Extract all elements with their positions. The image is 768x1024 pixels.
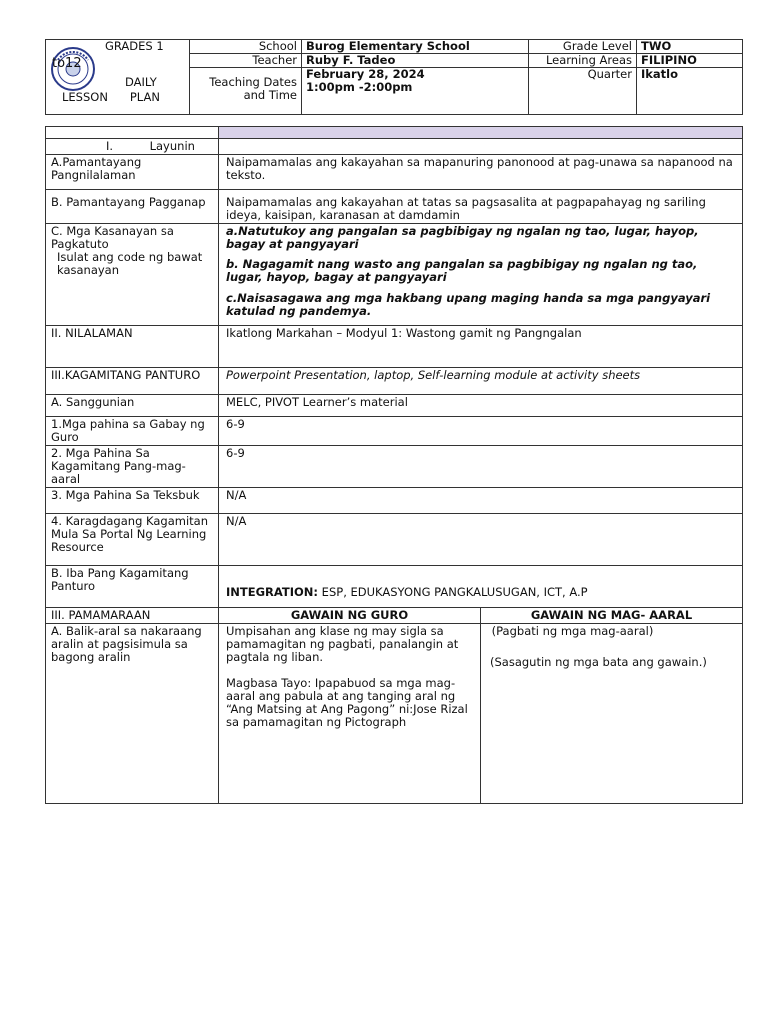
kagamitang-label: III.KAGAMITANG PANTURO <box>46 368 219 395</box>
date-value: February 28, 2024 <box>306 67 425 81</box>
dates-value-cell <box>302 68 529 115</box>
guro-text-2: Magbasa Tayo: Ipapabuod sa mga mag-aaral ang pabula at ang tanging aral ng “Ang Matsing at Ang Pagong” ni:Jose Rizal sa pamamagitan ng Pictograph <box>226 676 468 729</box>
pamamaraan-label: III. PAMAMARAAN <box>46 608 219 624</box>
gabay-label: 1.Mga pahina sa Gabay ng Guro <box>46 417 219 446</box>
layunin-value <box>219 139 743 155</box>
pang-mag-aaral-label: 2. Mga Pahina Sa Kagamitang Pang-mag-aaral <box>46 446 219 488</box>
teacher-label: Teacher <box>190 54 302 68</box>
pamantayang-pangnilalaman-label: A.Pamantayang Pangnilalaman <box>46 155 219 190</box>
lesson-plan-label: LESSON PLAN <box>62 90 160 104</box>
kasanayan-sub: Isulat ang code ng bawat kasanayan <box>57 250 203 277</box>
grades-label: GRADES 1 <box>105 39 164 53</box>
kasanayan-a: a.Natutukoy ang pangalan sa pagbibigay ng ngalan ng tao, lugar, hayop, bagay at pangyayari <box>226 224 699 251</box>
grade-level-label: Grade Level <box>529 40 637 54</box>
dates-label: Teaching Dates and Time <box>190 68 302 115</box>
blank-cell <box>46 127 219 139</box>
gabay-value: 6-9 <box>219 417 743 446</box>
logo-text: to12 <box>52 56 82 71</box>
karagdagang-label: 4. Karagdagang Kagamitan Mula Sa Portal Ng Learning Resource <box>46 514 219 566</box>
gawain-guro-header: GAWAIN NG GURO <box>219 608 481 624</box>
nilalaman-value: Ikatlong Markahan – Modyul 1: Wastong gamit ng Pangngalan <box>219 326 743 368</box>
mag-aaral-text-2: (Sasagutin ng mga bata ang gawain.) <box>490 655 707 669</box>
teksbuk-label: 3. Mga Pahina Sa Teksbuk <box>46 488 219 514</box>
gawain-mag-aaral-header: GAWAIN NG MAG- AARAL <box>481 608 743 624</box>
teacher-value: Ruby F. Tadeo <box>302 54 529 68</box>
lesson-plan-table <box>45 126 743 804</box>
mag-aaral-text-1: (Pagbati ng mga mag-aaral) <box>488 624 654 638</box>
grade-level-value: TWO <box>637 40 743 54</box>
pamantayang-pagganap-value: Naipamamalas ang kakayahan at tatas sa pagsasalita at pagpapahayag ng sariling ideya, kaisipan, karanasan at damdamin <box>219 190 743 224</box>
layunin-label: I. Layunin <box>46 139 219 155</box>
nilalaman-label: II. NILALAMAN <box>46 326 219 368</box>
integration-label: INTEGRATION: <box>226 585 319 599</box>
kasanayan-cell <box>46 224 219 326</box>
header-band <box>219 127 743 139</box>
guro-text-1: Umpisahan ang klase ng may sigla sa pamamagitan ng pagbati, panalangin at pagtala ng liban. <box>226 624 459 664</box>
school-label: School <box>190 40 302 54</box>
integration-value: ESP, EDUKASYONG PANGKALUSUGAN, ICT, A.P <box>318 585 588 599</box>
guro-cell <box>219 624 481 804</box>
header-table <box>45 39 743 115</box>
karagdagang-value: N/A <box>219 514 743 566</box>
pamantayang-pangnilalaman-value: Naipamamalas ang kakayahan sa mapanuring panonood at pag-unawa sa napanood na teksto. <box>219 155 743 190</box>
pamantayang-pagganap-label: B. Pamantayang Pagganap <box>46 190 219 224</box>
quarter-value: Ikatlo <box>637 68 743 115</box>
learning-areas-label: Learning Areas <box>529 54 637 68</box>
iba-pang-label: B. Iba Pang Kagamitang Panturo <box>46 566 219 608</box>
daily-label: DAILY <box>125 75 157 89</box>
learning-areas-value: FILIPINO <box>637 54 743 68</box>
title-cell <box>46 40 190 115</box>
mag-aaral-cell <box>481 624 743 804</box>
balik-aral-label: A. Balik-aral sa nakaraang aralin at pagsisimula sa bagong aralin <box>46 624 219 804</box>
kasanayan-c: c.Naisasagawa ang mga hakbang upang maging handa sa mga pangyayari katulad ng pandemya. <box>226 291 711 318</box>
quarter-label: Quarter <box>529 68 637 115</box>
integration-cell <box>219 566 743 608</box>
sanggunian-label: A. Sanggunian <box>46 395 219 417</box>
pang-mag-aaral-value: 6-9 <box>219 446 743 488</box>
kasanayan-b: b. Nagagamit nang wasto ang pangalan sa pagbibigay ng ngalan ng tao, lugar, hayop, bagay at pangyayari <box>226 257 698 284</box>
time-value: 1:00pm -2:00pm <box>306 80 413 94</box>
kagamitang-value: Powerpoint Presentation, laptop, Self-learning module at activity sheets <box>219 368 743 395</box>
teksbuk-value: N/A <box>219 488 743 514</box>
school-value: Burog Elementary School <box>302 40 529 54</box>
kasanayan-values <box>219 224 743 326</box>
kasanayan-label: C. Mga Kasanayan sa Pagkatuto <box>51 224 174 251</box>
sanggunian-value: MELC, PIVOT Learner’s material <box>219 395 743 417</box>
